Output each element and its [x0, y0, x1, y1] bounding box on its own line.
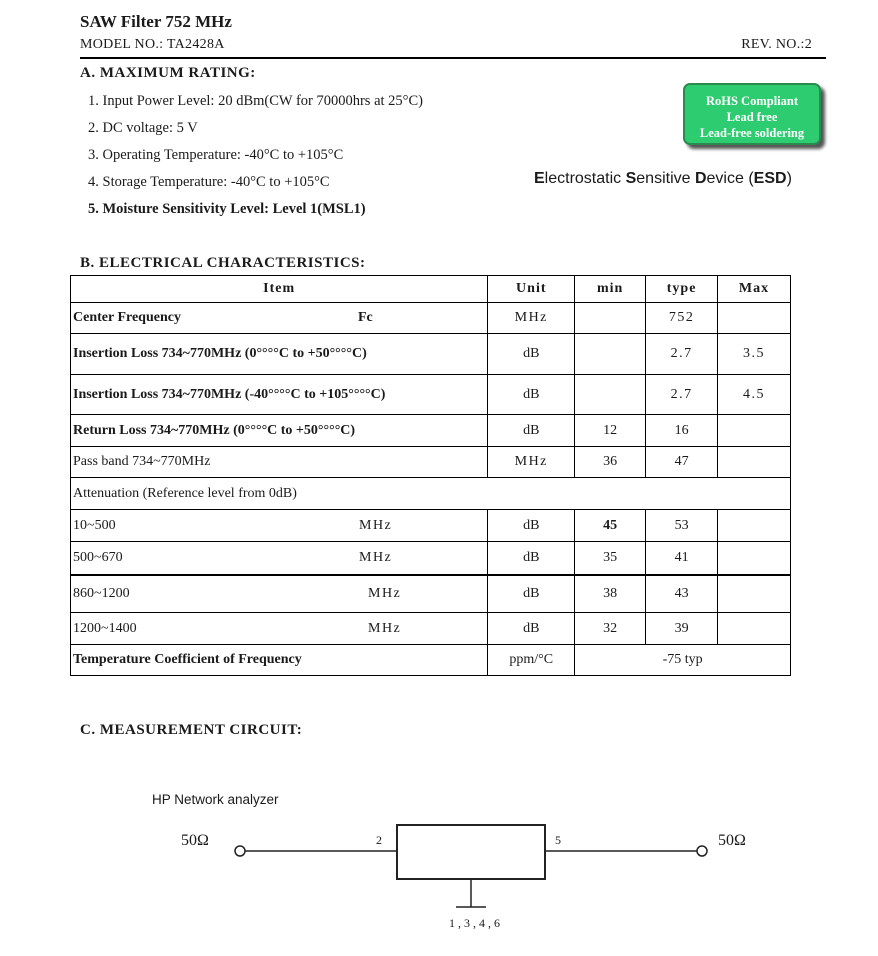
row-item: Temperature Coefficient of Frequency: [71, 645, 488, 676]
row-item: 10~500: [73, 517, 116, 533]
row-unit: MHz: [488, 447, 575, 478]
row-unit: ppm/°C: [488, 645, 575, 676]
document-title: SAW Filter 752 MHz: [80, 12, 232, 31]
col-header-type: type: [646, 276, 718, 303]
row-item: 500~670: [73, 550, 123, 565]
row-unit: dB: [488, 613, 575, 645]
row-sub-unit: MHz: [359, 517, 393, 533]
right-port-terminal: [697, 846, 707, 856]
row-min: 12: [575, 415, 646, 447]
row-unit: dB: [488, 415, 575, 447]
col-header-min: min: [575, 276, 646, 303]
section-c-heading: C. MEASUREMENT CIRCUIT:: [80, 722, 303, 738]
rating-item-2: 2. DC voltage: 5 V: [88, 120, 198, 136]
esd-label: Electrostatic Sensitive Device (ESD): [534, 170, 792, 187]
row-item: Insertion Loss 734~770MHz (0°°°°C to +50°°°°C): [71, 334, 488, 375]
rating-item-4: 4. Storage Temperature: -40°C to +105°C: [88, 174, 330, 190]
row-min: 32: [575, 613, 646, 645]
col-header-unit: Unit: [488, 276, 575, 303]
row-attenuation-heading: Attenuation (Reference level from 0dB): [71, 478, 791, 510]
row-unit: MHz: [488, 303, 575, 334]
row-unit: dB: [488, 575, 575, 613]
rating-item-1: 1. Input Power Level: 20 dBm(CW for 70000hrs at 25°C): [88, 93, 423, 109]
row-unit: dB: [488, 510, 575, 542]
left-impedance: 50Ω: [181, 832, 209, 849]
row-symbol: Fc: [358, 310, 373, 325]
row-type: 53: [646, 510, 718, 542]
section-b-heading: B. ELECTRICAL CHARACTERISTICS:: [80, 255, 366, 271]
row-sub-unit: MHz: [359, 550, 393, 565]
rohs-line-2: Lead free: [726, 110, 778, 124]
row-type: 43: [646, 575, 718, 613]
row-unit: dB: [488, 542, 575, 576]
rating-item-5: 5. Moisture Sensitivity Level: Level 1(MSL1): [88, 201, 366, 217]
row-type: 47: [646, 447, 718, 478]
row-max: 4.5: [718, 375, 791, 415]
row-sub-unit: MHz: [368, 586, 402, 601]
left-port-terminal: [235, 846, 245, 856]
row-value: -75 typ: [575, 645, 791, 676]
row-item: Pass band 734~770MHz: [71, 447, 488, 478]
row-type: 39: [646, 613, 718, 645]
rohs-line-1: RoHS Compliant: [705, 94, 799, 108]
col-header-item: Item: [71, 276, 488, 303]
row-item: 860~1200: [73, 586, 130, 601]
right-impedance: 50Ω: [718, 832, 746, 849]
row-unit: dB: [488, 375, 575, 415]
row-item: Return Loss 734~770MHz (0°°°°C to +50°°°°C): [71, 415, 488, 447]
row-sub-unit: MHz: [368, 620, 402, 636]
row-type: 752: [646, 303, 718, 334]
row-min: 35: [575, 542, 646, 576]
row-type: 41: [646, 542, 718, 576]
row-type: 2.7: [646, 334, 718, 375]
row-min: 36: [575, 447, 646, 478]
row-item: Insertion Loss 734~770MHz (-40°°°°C to +105°°°°C): [71, 375, 488, 415]
row-max: 3.5: [718, 334, 791, 375]
section-a-heading: A. MAXIMUM RATING:: [80, 65, 256, 81]
row-min: 45: [575, 510, 646, 542]
analyzer-label: HP Network analyzer: [152, 792, 279, 807]
col-header-max: Max: [718, 276, 791, 303]
revision-number: REV. NO.:2: [741, 37, 812, 52]
pin-in-label: 2: [376, 833, 382, 847]
row-type: 2.7: [646, 375, 718, 415]
row-item: Center Frequency: [73, 310, 181, 325]
row-min: 38: [575, 575, 646, 613]
model-number: MODEL NO.: TA2428A: [80, 37, 225, 52]
rating-item-3: 3. Operating Temperature: -40°C to +105°C: [88, 147, 344, 163]
saw-filter-box: [397, 825, 545, 879]
row-unit: dB: [488, 334, 575, 375]
row-type: 16: [646, 415, 718, 447]
ground-pins-label: 1,3,4,6: [449, 916, 503, 930]
rohs-line-3: Lead-free soldering: [699, 126, 805, 140]
pin-out-label: 5: [555, 833, 561, 847]
row-item: 1200~1400: [73, 620, 137, 636]
